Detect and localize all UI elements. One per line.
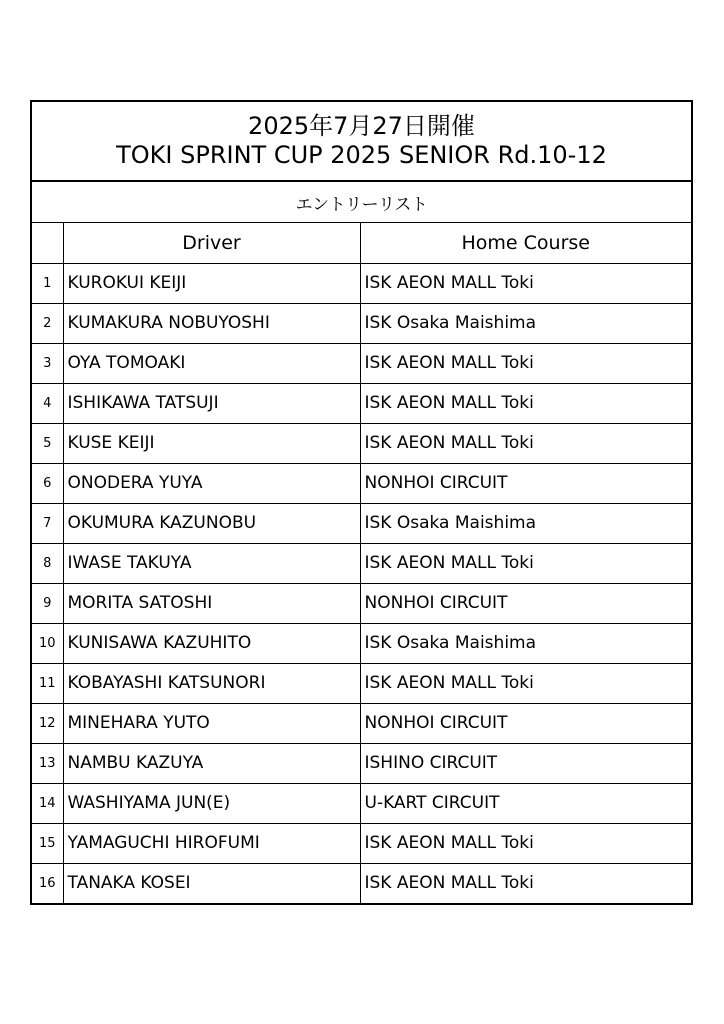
driver-name: WASHIYAMA JUN(E) — [63, 783, 360, 823]
table-row — [32, 703, 691, 743]
entry-number: 10 — [32, 623, 63, 663]
driver-name: ISHIKAWA TATSUJI — [63, 383, 360, 423]
driver-name: KUMAKURA NOBUYOSHI — [63, 303, 360, 343]
table-row — [32, 423, 691, 463]
table-row — [32, 463, 691, 503]
title-block — [32, 102, 691, 182]
table-row — [32, 343, 691, 383]
table-row — [32, 503, 691, 543]
table-row — [32, 823, 691, 863]
home-course: ISK AEON MALL Toki — [360, 823, 691, 863]
entry-number: 13 — [32, 743, 63, 783]
entry-number: 12 — [32, 703, 63, 743]
entry-number: 1 — [32, 263, 63, 303]
entry-number: 15 — [32, 823, 63, 863]
entry-table — [32, 223, 691, 903]
header-no — [32, 223, 63, 263]
table-row — [32, 303, 691, 343]
table-row — [32, 663, 691, 703]
driver-name: MORITA SATOSHI — [63, 583, 360, 623]
entry-number: 16 — [32, 863, 63, 903]
home-course: ISK AEON MALL Toki — [360, 343, 691, 383]
home-course: ISK AEON MALL Toki — [360, 383, 691, 423]
header-home-course: Home Course — [360, 223, 691, 263]
driver-name: KOBAYASHI KATSUNORI — [63, 663, 360, 703]
entry-number: 6 — [32, 463, 63, 503]
table-row — [32, 583, 691, 623]
home-course: ISHINO CIRCUIT — [360, 743, 691, 783]
driver-name: KUNISAWA KAZUHITO — [63, 623, 360, 663]
home-course: NONHOI CIRCUIT — [360, 583, 691, 623]
table-row — [32, 783, 691, 823]
driver-name: TANAKA KOSEI — [63, 863, 360, 903]
home-course: ISK AEON MALL Toki — [360, 263, 691, 303]
table-row — [32, 863, 691, 903]
table-row — [32, 383, 691, 423]
home-course: ISK Osaka Maishima — [360, 503, 691, 543]
entry-number: 7 — [32, 503, 63, 543]
table-row — [32, 743, 691, 783]
home-course: ISK AEON MALL Toki — [360, 423, 691, 463]
home-course: ISK AEON MALL Toki — [360, 863, 691, 903]
entry-list-heading: エントリーリスト — [32, 182, 691, 223]
entry-number: 11 — [32, 663, 63, 703]
driver-name: OYA TOMOAKI — [63, 343, 360, 383]
entry-number: 4 — [32, 383, 63, 423]
home-course: NONHOI CIRCUIT — [360, 703, 691, 743]
event-name-title: TOKI SPRINT CUP 2025 SENIOR Rd.10-12 — [116, 141, 607, 169]
table-row — [32, 543, 691, 583]
driver-name: KUSE KEIJI — [63, 423, 360, 463]
entry-number: 5 — [32, 423, 63, 463]
header-driver: Driver — [63, 223, 360, 263]
home-course: NONHOI CIRCUIT — [360, 463, 691, 503]
driver-name: YAMAGUCHI HIROFUMI — [63, 823, 360, 863]
home-course: ISK Osaka Maishima — [360, 623, 691, 663]
entry-number: 3 — [32, 343, 63, 383]
home-course: ISK AEON MALL Toki — [360, 663, 691, 703]
entry-number: 9 — [32, 583, 63, 623]
driver-name: IWASE TAKUYA — [63, 543, 360, 583]
table-row — [32, 623, 691, 663]
entry-number: 14 — [32, 783, 63, 823]
driver-name: KUROKUI KEIJI — [63, 263, 360, 303]
driver-name: OKUMURA KAZUNOBU — [63, 503, 360, 543]
driver-name: ONODERA YUYA — [63, 463, 360, 503]
home-course: ISK Osaka Maishima — [360, 303, 691, 343]
entry-number: 2 — [32, 303, 63, 343]
home-course: U-KART CIRCUIT — [360, 783, 691, 823]
home-course: ISK AEON MALL Toki — [360, 543, 691, 583]
table-row — [32, 263, 691, 303]
event-date-title: 2025年7月27日開催 — [248, 112, 475, 140]
driver-name: NAMBU KAZUYA — [63, 743, 360, 783]
entry-list-sheet — [30, 100, 693, 905]
entry-number: 8 — [32, 543, 63, 583]
table-header-row — [32, 223, 691, 263]
driver-name: MINEHARA YUTO — [63, 703, 360, 743]
